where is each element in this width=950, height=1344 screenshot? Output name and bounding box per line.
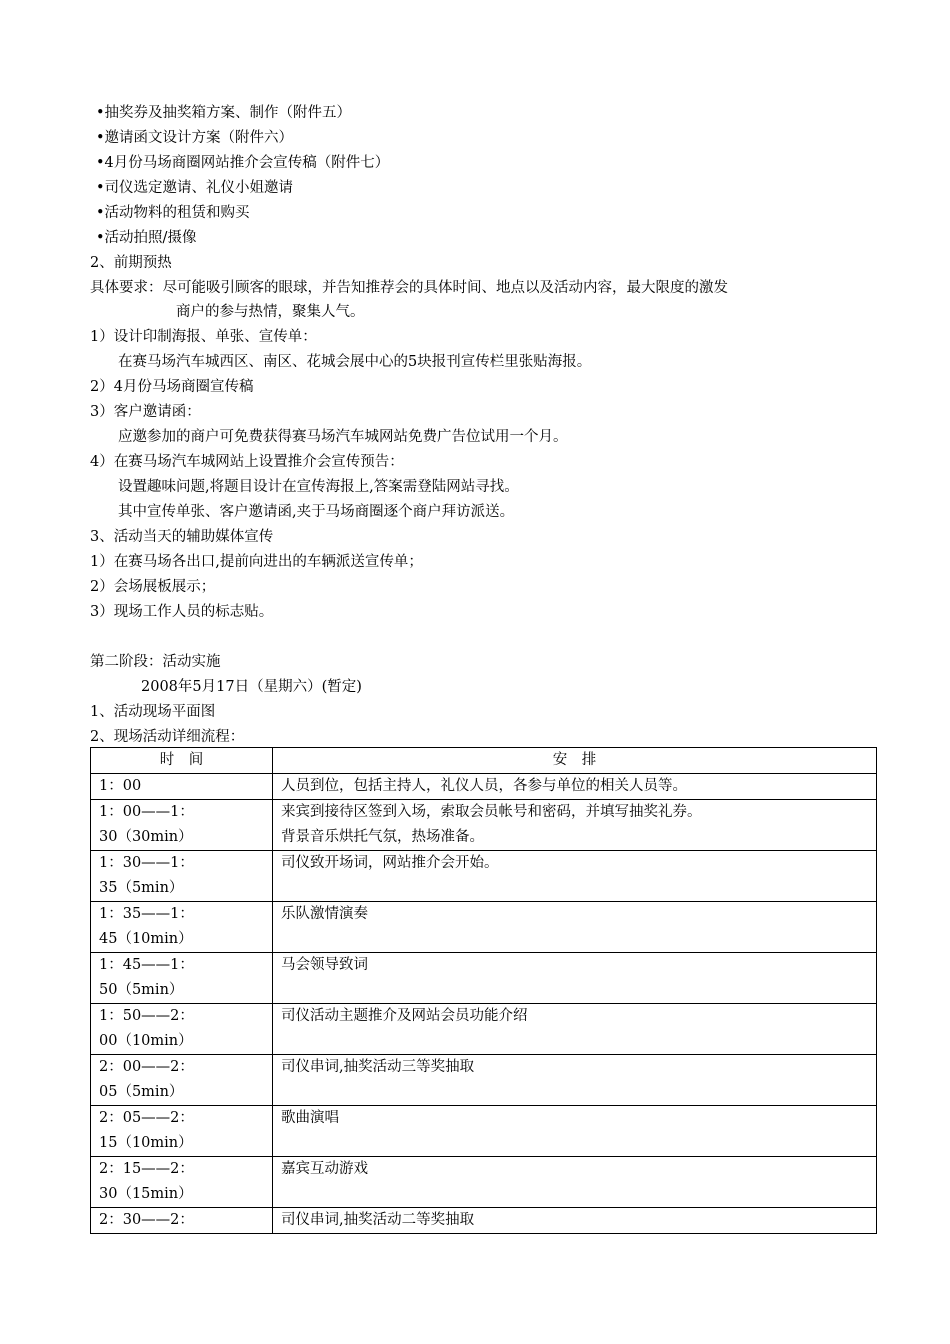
arrangement-text-cont: 背景音乐烘托气氛，热场准备。 [281, 829, 484, 845]
column-header-time: 时 间 [91, 748, 273, 774]
arrangement-text: 司仪致开场词，网站推介会开始。 [281, 855, 499, 871]
time-text: 1：00 [99, 778, 142, 794]
list-item-detail: 其中宣传单张、客户邀请函,夹于马场商圈逐个商户拜访派送。 [118, 504, 515, 520]
time-cell [91, 774, 273, 800]
bullet-item: •活动拍照/摄像 [96, 230, 197, 246]
arrangement-text: 司仪串词,抽奖活动三等奖抽取 [281, 1059, 475, 1075]
arrangement-cell [273, 851, 877, 902]
arrangement-text: 乐队激情演奏 [281, 906, 368, 922]
table-row [91, 953, 877, 1004]
time-text-cont: 30（30min） [99, 829, 193, 845]
table-row [91, 774, 877, 800]
time-text: 1：50——2： [99, 1008, 194, 1024]
time-text: 2：05——2： [99, 1110, 194, 1126]
list-item: 3）客户邀请函： [90, 404, 201, 420]
arrangement-text: 嘉宾互动游戏 [281, 1161, 368, 1177]
table-row [91, 1004, 877, 1055]
table-row [91, 851, 877, 902]
time-text-cont: 15（10min） [99, 1135, 193, 1151]
requirement-text: 具体要求：尽可能吸引顾客的眼球，并告知推荐会的具体时间、地点以及活动内容，最大限度的激发 [90, 280, 728, 296]
section-heading: 3、活动当天的辅助媒体宣传 [90, 529, 274, 545]
list-item: 4）在赛马场汽车城网站上设置推介会宣传预告： [90, 454, 404, 470]
time-cell [91, 1157, 273, 1208]
time-text: 2：30——2： [99, 1212, 194, 1228]
arrangement-cell [273, 1004, 877, 1055]
bullet-item: •抽奖券及抽奖箱方案、制作（附件五） [96, 105, 352, 121]
table-header-row [91, 748, 877, 774]
list-item: 2）会场展板展示； [90, 579, 216, 595]
time-text-cont: 30（15min） [99, 1186, 193, 1202]
list-item-detail: 应邀参加的商户可免费获得赛马场汽车城网站免费广告位试用一个月。 [118, 429, 568, 445]
table-row [91, 1208, 877, 1234]
list-item: 2、现场活动详细流程： [90, 729, 245, 745]
time-cell [91, 902, 273, 953]
time-cell [91, 1004, 273, 1055]
arrangement-text: 来宾到接待区签到入场，索取会员帐号和密码，并填写抽奖礼券。 [281, 804, 702, 820]
time-text-cont: 45（10min） [99, 931, 193, 947]
bullet-item: •4月份马场商圈网站推介会宣传稿（附件七） [96, 155, 390, 171]
time-text: 1：45——1： [99, 957, 194, 973]
time-text: 1：00——1： [99, 804, 194, 820]
list-item-detail: 设置趣味问题,将题目设计在宣传海报上,答案需登陆网站寻找。 [118, 479, 519, 495]
arrangement-cell [273, 953, 877, 1004]
arrangement-text: 马会领导致词 [281, 957, 368, 973]
time-cell [91, 800, 273, 851]
table-row [91, 1055, 877, 1106]
time-cell [91, 851, 273, 902]
arrangement-cell [273, 1208, 877, 1234]
table-row [91, 1106, 877, 1157]
table-row [91, 800, 877, 851]
arrangement-cell [273, 774, 877, 800]
arrangement-cell [273, 1157, 877, 1208]
requirement-text-cont: 商户的参与热情，聚集人气。 [176, 304, 365, 320]
time-text: 2：00——2： [99, 1059, 194, 1075]
time-text: 2：15——2： [99, 1161, 194, 1177]
time-text-cont: 35（5min） [99, 880, 184, 896]
bullet-item: •活动物料的租赁和购买 [96, 205, 250, 221]
arrangement-text: 司仪串词,抽奖活动二等奖抽取 [281, 1212, 475, 1228]
time-text-cont: 00（10min） [99, 1033, 193, 1049]
time-cell [91, 1055, 273, 1106]
phase-heading: 第二阶段：活动实施 [90, 654, 221, 670]
column-header-arrangement: 安 排 [273, 748, 877, 774]
list-item: 1、活动现场平面图 [90, 704, 216, 720]
list-item-detail: 在赛马场汽车城西区、南区、花城会展中心的5块报刊宣传栏里张贴海报。 [118, 354, 592, 370]
arrangement-text: 人员到位，包括主持人，礼仪人员，各参与单位的相关人员等。 [281, 778, 687, 794]
list-item: 2）4月份马场商圈宣传稿 [90, 379, 254, 395]
arrangement-cell [273, 1106, 877, 1157]
schedule-table [90, 747, 877, 1234]
time-cell [91, 953, 273, 1004]
arrangement-text: 司仪活动主题推介及网站会员功能介绍 [281, 1008, 528, 1024]
time-text-cont: 50（5min） [99, 982, 184, 998]
list-item: 1）设计印制海报、单张、宣传单： [90, 329, 317, 345]
arrangement-cell [273, 1055, 877, 1106]
arrangement-text: 歌曲演唱 [281, 1110, 339, 1126]
table-row [91, 1157, 877, 1208]
time-cell [91, 1208, 273, 1234]
bullet-item: •邀请函文设计方案（附件六） [96, 130, 294, 146]
time-text-cont: 05（5min） [99, 1084, 184, 1100]
list-item: 3）现场工作人员的标志贴。 [90, 604, 274, 620]
table-row [91, 902, 877, 953]
section-heading: 2、前期预热 [90, 255, 172, 271]
event-date: 2008年5月17日（星期六）(暂定) [141, 679, 362, 695]
time-text: 1：30——1： [99, 855, 194, 871]
arrangement-cell [273, 902, 877, 953]
time-cell [91, 1106, 273, 1157]
time-text: 1：35——1： [99, 906, 194, 922]
arrangement-cell [273, 800, 877, 851]
bullet-item: •司仪选定邀请、礼仪小姐邀请 [96, 180, 294, 196]
list-item: 1）在赛马场各出口,提前向进出的车辆派送宣传单； [90, 554, 423, 570]
